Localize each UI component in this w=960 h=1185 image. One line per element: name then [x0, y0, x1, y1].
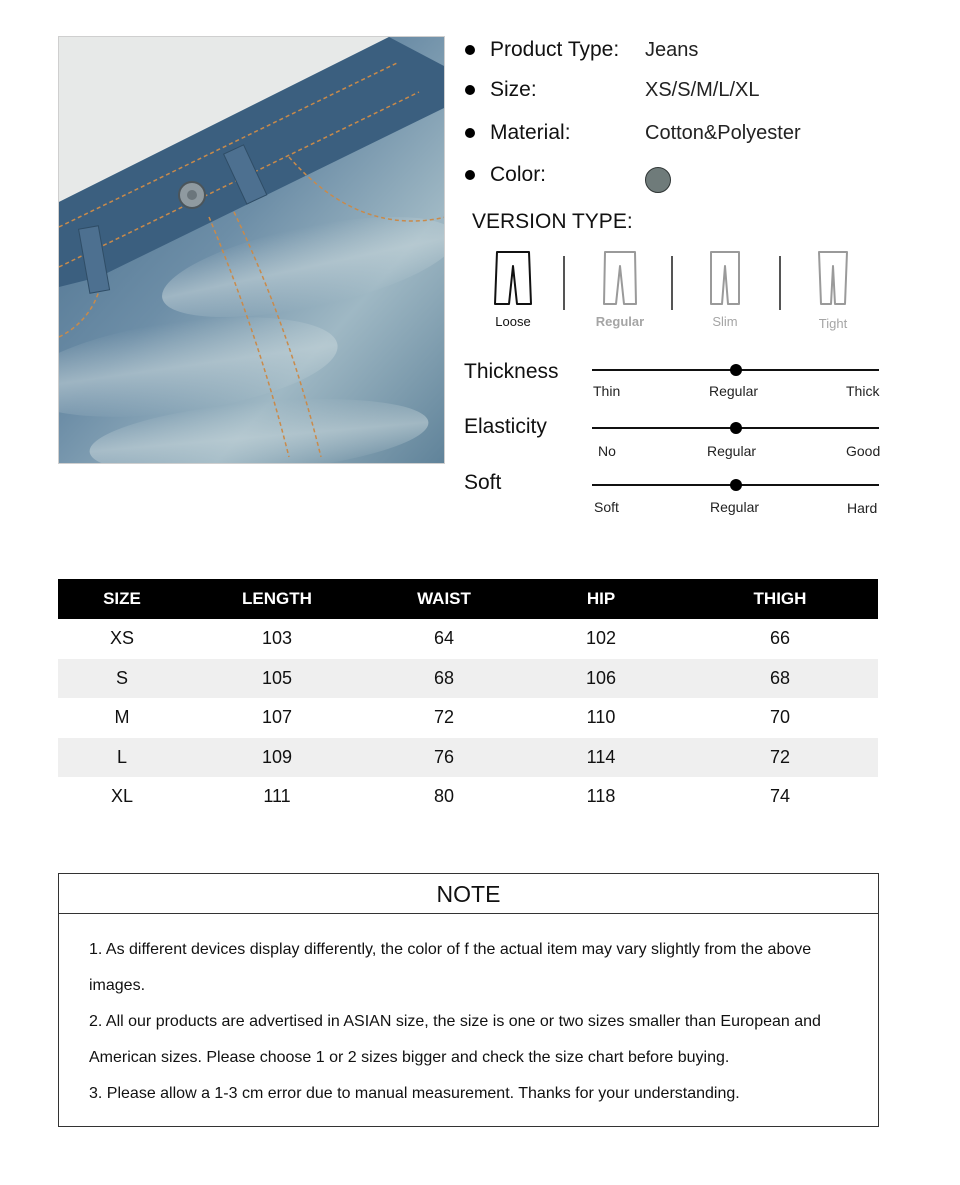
table-cell: 118 [586, 786, 616, 807]
elasticity-low: No [598, 443, 616, 459]
table-cell: 111 [263, 786, 291, 807]
note-box [58, 873, 879, 1127]
table-cell: L [58, 738, 186, 778]
table-cell: 70 [769, 707, 791, 728]
table-cell: 76 [368, 738, 520, 778]
spec-value-product-type: Jeans [645, 39, 699, 61]
pants-slim-icon [705, 250, 745, 306]
fit-label: Tight [818, 316, 848, 331]
note-line: 1. As different devices display differently, the color of f the actual item may vary slightly from the above images. [89, 941, 812, 994]
product-photo [58, 36, 445, 464]
thickness-label: Thickness [464, 360, 559, 383]
table-cell: S [58, 659, 186, 699]
note-line: 2. All our products are advertised in ASIAN size, the size is one or two sizes smaller than European and American sizes. Please choose 1 or 2 sizes bigger and check the size chart before buying. [89, 1013, 821, 1066]
divider [671, 256, 673, 310]
pants-regular-icon [600, 250, 640, 306]
fit-label: Slim [712, 314, 738, 329]
table-cell: 68 [682, 659, 878, 699]
table-cell: 105 [186, 659, 368, 699]
spec-label: Color: [490, 163, 547, 186]
note-line: 3. Please allow a 1-3 cm error due to manual measurement. Thanks for your understanding. [89, 1085, 740, 1102]
table-cell: 80 [433, 786, 455, 807]
spec-material [465, 119, 571, 147]
header-length: LENGTH [186, 579, 368, 619]
divider [563, 256, 565, 310]
elasticity-label: Elasticity [464, 415, 547, 438]
table-cell: 107 [261, 707, 293, 728]
table-cell: 109 [186, 738, 368, 778]
soft-high: Hard [847, 500, 878, 516]
spec-size [465, 76, 537, 104]
table-cell: 110 [586, 707, 616, 728]
fit-label: Loose [495, 314, 531, 329]
table-cell: 64 [433, 628, 455, 649]
fit-slim [685, 250, 765, 329]
table-cell: M [114, 707, 130, 728]
fit-label: Regular [595, 314, 645, 329]
table-row [58, 698, 878, 738]
spec-product-type [465, 36, 619, 64]
table-cell: 66 [769, 628, 791, 649]
fit-loose [473, 250, 553, 329]
elasticity-mid: Regular [707, 443, 757, 459]
color-swatch [645, 167, 671, 193]
table-cell: 106 [520, 659, 682, 699]
size-chart-table [58, 579, 878, 817]
header-size: SIZE [58, 579, 186, 619]
jeans-closeup-photo [59, 37, 445, 464]
spec-value-size: XS/S/M/L/XL [645, 79, 760, 101]
thickness-mid: Regular [709, 383, 759, 399]
thickness-marker [730, 364, 742, 376]
table-cell: 68 [368, 659, 520, 699]
thickness-low: Thin [593, 383, 621, 399]
note-body [59, 914, 878, 1112]
table-cell: 72 [682, 738, 878, 778]
divider [779, 256, 781, 310]
fit-regular [580, 250, 660, 329]
bullet-icon [465, 170, 475, 180]
version-type-title: VERSION TYPE: [472, 210, 633, 233]
table-cell: XL [110, 786, 134, 807]
header-waist: WAIST [368, 579, 520, 619]
table-cell: 72 [433, 707, 455, 728]
table-cell: 74 [769, 786, 791, 807]
bullet-icon [465, 45, 475, 55]
soft-low: Soft [594, 499, 619, 515]
pants-tight-icon [813, 250, 853, 306]
header-thigh: THIGH [682, 579, 878, 619]
bullet-icon [465, 128, 475, 138]
spec-value-material: Cotton&Polyester [645, 122, 801, 144]
thickness-high: Thick [846, 383, 880, 399]
table-row [58, 619, 878, 659]
soft-marker [730, 479, 742, 491]
table-row [58, 777, 878, 817]
elasticity-marker [730, 422, 742, 434]
spec-color [465, 161, 546, 189]
table-cell: 114 [520, 738, 682, 778]
elasticity-high: Good [846, 443, 881, 459]
spec-label: Size: [490, 78, 537, 101]
bullet-icon [465, 85, 475, 95]
table-cell: XS [109, 628, 134, 649]
fit-tight [793, 250, 873, 331]
header-hip: HIP [520, 579, 682, 619]
note-title: NOTE [59, 874, 878, 914]
pants-loose-icon [493, 250, 533, 306]
table-row [58, 659, 878, 699]
soft-label: Soft [464, 471, 502, 494]
table-cell: 102 [585, 628, 617, 649]
table-row [58, 738, 878, 778]
spec-label: Material: [490, 121, 571, 144]
table-header-row [58, 579, 878, 619]
table-cell: 103 [261, 628, 293, 649]
soft-mid: Regular [710, 499, 760, 515]
spec-label: Product Type: [490, 38, 620, 61]
